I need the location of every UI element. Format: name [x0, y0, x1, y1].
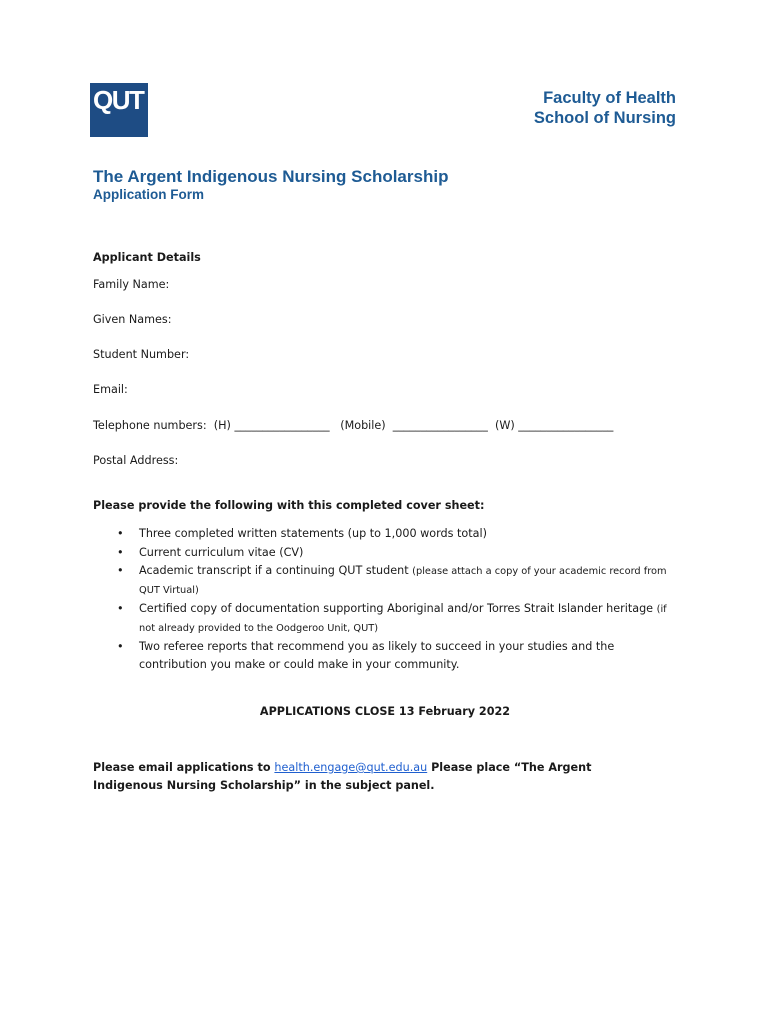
telephone-numbers-line: Telephone numbers: (H) _________________ (Mobile) _________________ (W) _________________: [93, 419, 614, 432]
postal-address-label: Postal Address:: [93, 454, 179, 467]
faculty-header: [534, 89, 676, 128]
list-item: • Three completed written statements (up to 1,000 words total): [93, 525, 683, 543]
family-name-label: Family Name:: [93, 278, 170, 291]
document-title: The Argent Indigenous Nursing Scholarship: [93, 167, 449, 186]
qut-logo: [90, 83, 148, 137]
school-name: School of Nursing: [533, 108, 676, 127]
document-subtitle: Application Form: [93, 187, 204, 202]
list-item: • Certified copy of documentation supporting Aboriginal and/or Torres Strait Islander heritage (if not already provided to the Oodgeroo Unit, QUT): [93, 600, 683, 637]
item-note: (please attach a copy of your academic record from QUT Virtual): [139, 566, 667, 596]
qut-logo-text: QUT: [93, 85, 144, 115]
email-label: Email:: [93, 383, 128, 396]
student-number-label: Student Number:: [93, 348, 190, 361]
email-suffix: Please place “The Argent Indigenous Nursing Scholarship” in the subject panel.: [93, 761, 592, 792]
given-names-label: Given Names:: [93, 313, 172, 326]
item-note: (if not already provided to the Oodgeroo Unit, QUT): [139, 604, 667, 634]
faculty-name: Faculty of Health: [543, 89, 676, 107]
email-instructions: [93, 759, 663, 795]
applications-close-notice: APPLICATIONS CLOSE 13 February 2022: [259, 705, 511, 718]
list-item: • Academic transcript if a continuing QUT student (please attach a copy of your academic record from QUT Virtual): [93, 562, 683, 599]
email-link[interactable]: health.engage@qut.edu.au: [274, 761, 428, 774]
email-prefix: Please email applications to: [93, 761, 275, 774]
list-item: • Current curriculum vitae (CV): [93, 544, 683, 562]
list-item: • Two referee reports that recommend you as likely to succeed in your studies and the contribution you make or could make in your community.: [93, 638, 683, 673]
requirements-list: [93, 525, 683, 674]
provide-heading: Please provide the following with this completed cover sheet:: [93, 499, 485, 512]
applicant-details-heading: Applicant Details: [93, 251, 201, 264]
